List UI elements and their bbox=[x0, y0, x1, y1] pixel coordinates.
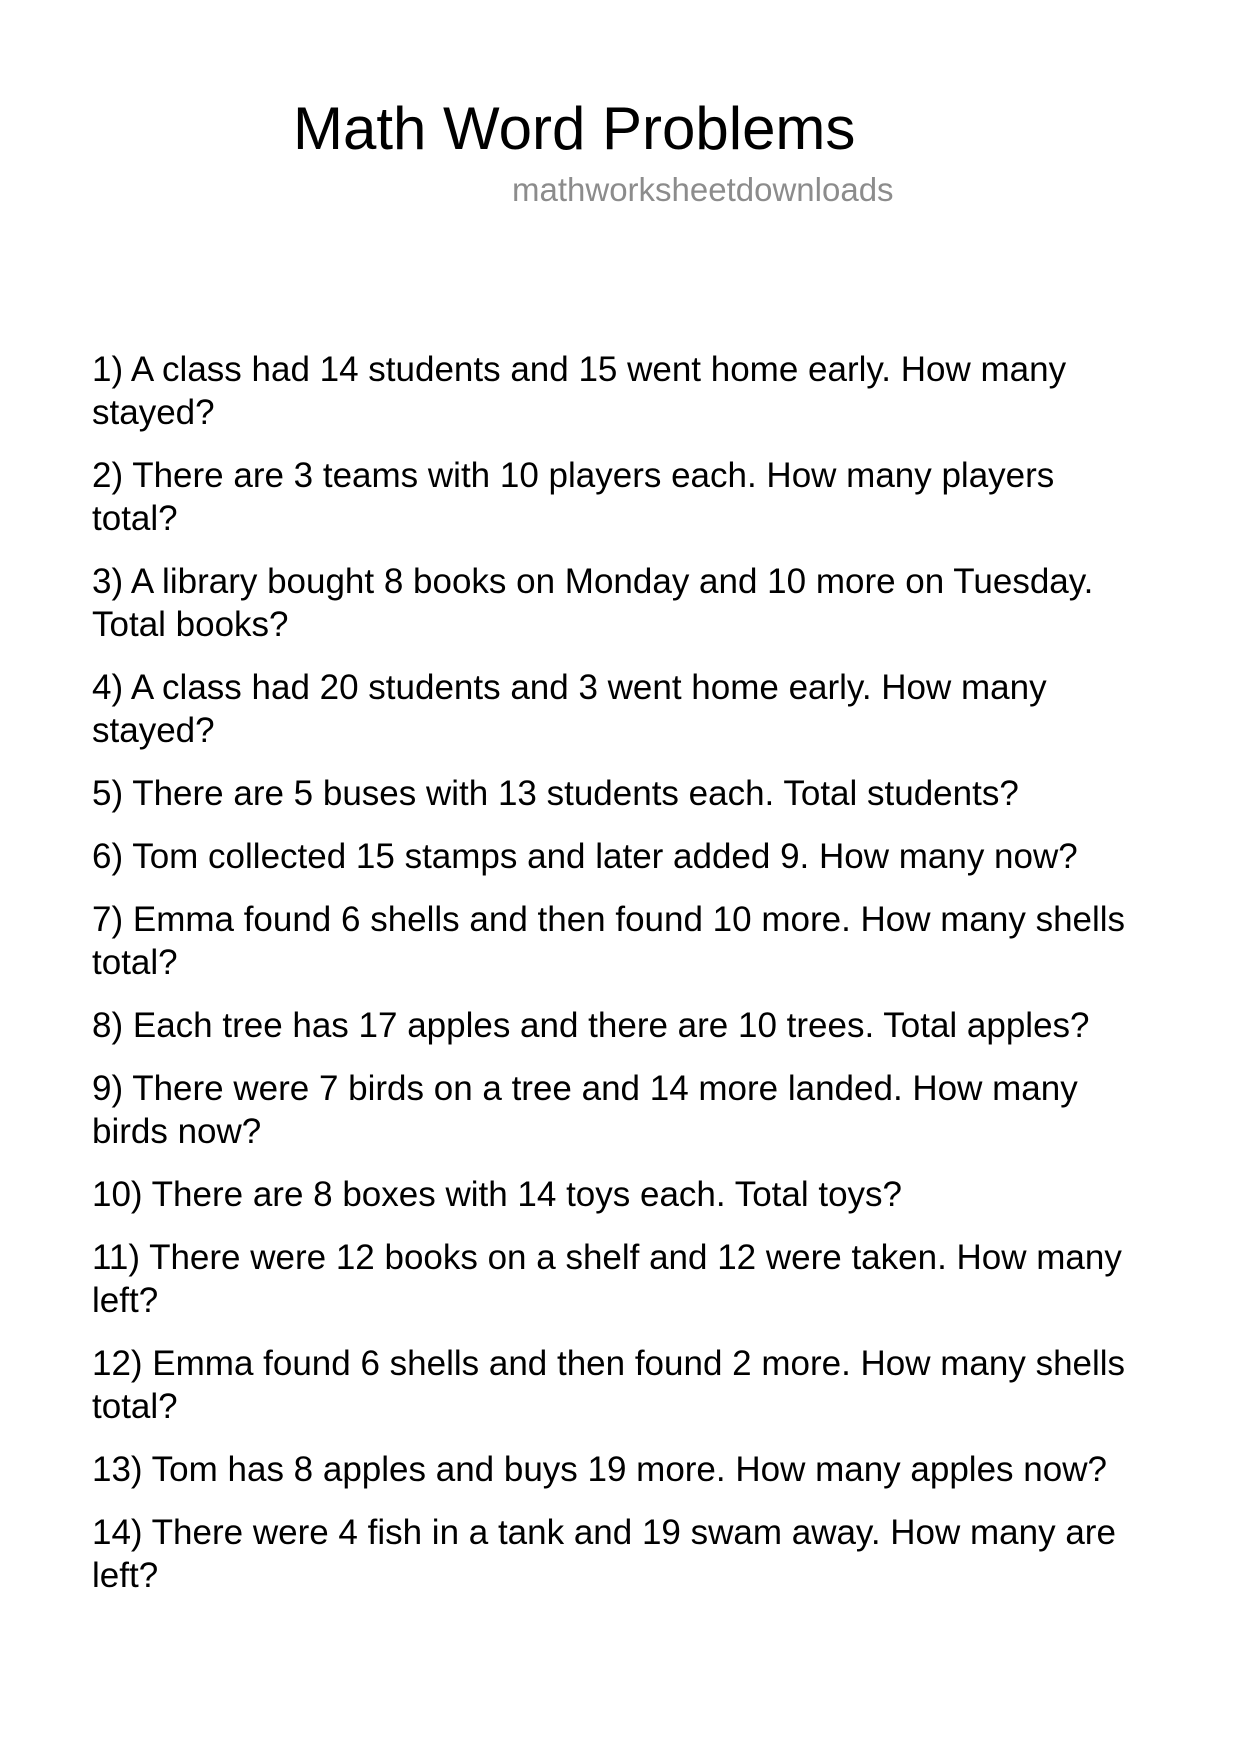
problem-text: 7) Emma found 6 shells and then found 10 more. How many shells total? bbox=[92, 900, 1126, 982]
problem-text: 9) There were 7 birds on a tree and 14 more landed. How many birds now? bbox=[92, 1069, 1078, 1151]
problem-text: 12) Emma found 6 shells and then found 2 more. How many shells total? bbox=[92, 1344, 1126, 1426]
problem-text: 4) A class had 20 students and 3 went home early. How many stayed? bbox=[92, 668, 1047, 750]
problem-text: 10) There are 8 boxes with 14 toys each. Total toys? bbox=[92, 1175, 903, 1214]
problem-text: 14) There were 4 fish in a tank and 19 swam away. How many are left? bbox=[92, 1513, 1116, 1595]
problem-list bbox=[92, 348, 1142, 1617]
page-title: Math Word Problems bbox=[293, 95, 856, 162]
problem-text: 8) Each tree has 17 apples and there are 10 trees. Total apples? bbox=[92, 1006, 1090, 1045]
problem-text: 3) A library bought 8 books on Monday and 10 more on Tuesday. Total books? bbox=[92, 562, 1094, 644]
problem-text: 13) Tom has 8 apples and buys 19 more. How many apples now? bbox=[92, 1450, 1107, 1489]
problem-text: 2) There are 3 teams with 10 players each. How many players total? bbox=[92, 456, 1055, 538]
page-subtitle: mathworksheetdownloads bbox=[512, 171, 894, 208]
problem-text: 11) There were 12 books on a shelf and 12 were taken. How many left? bbox=[92, 1238, 1122, 1320]
problem-text: 6) Tom collected 15 stamps and later added 9. How many now? bbox=[92, 837, 1078, 876]
problem-text: 1) A class had 14 students and 15 went home early. How many stayed? bbox=[92, 350, 1067, 432]
problem-text: 5) There are 5 buses with 13 students each. Total students? bbox=[92, 774, 1019, 813]
